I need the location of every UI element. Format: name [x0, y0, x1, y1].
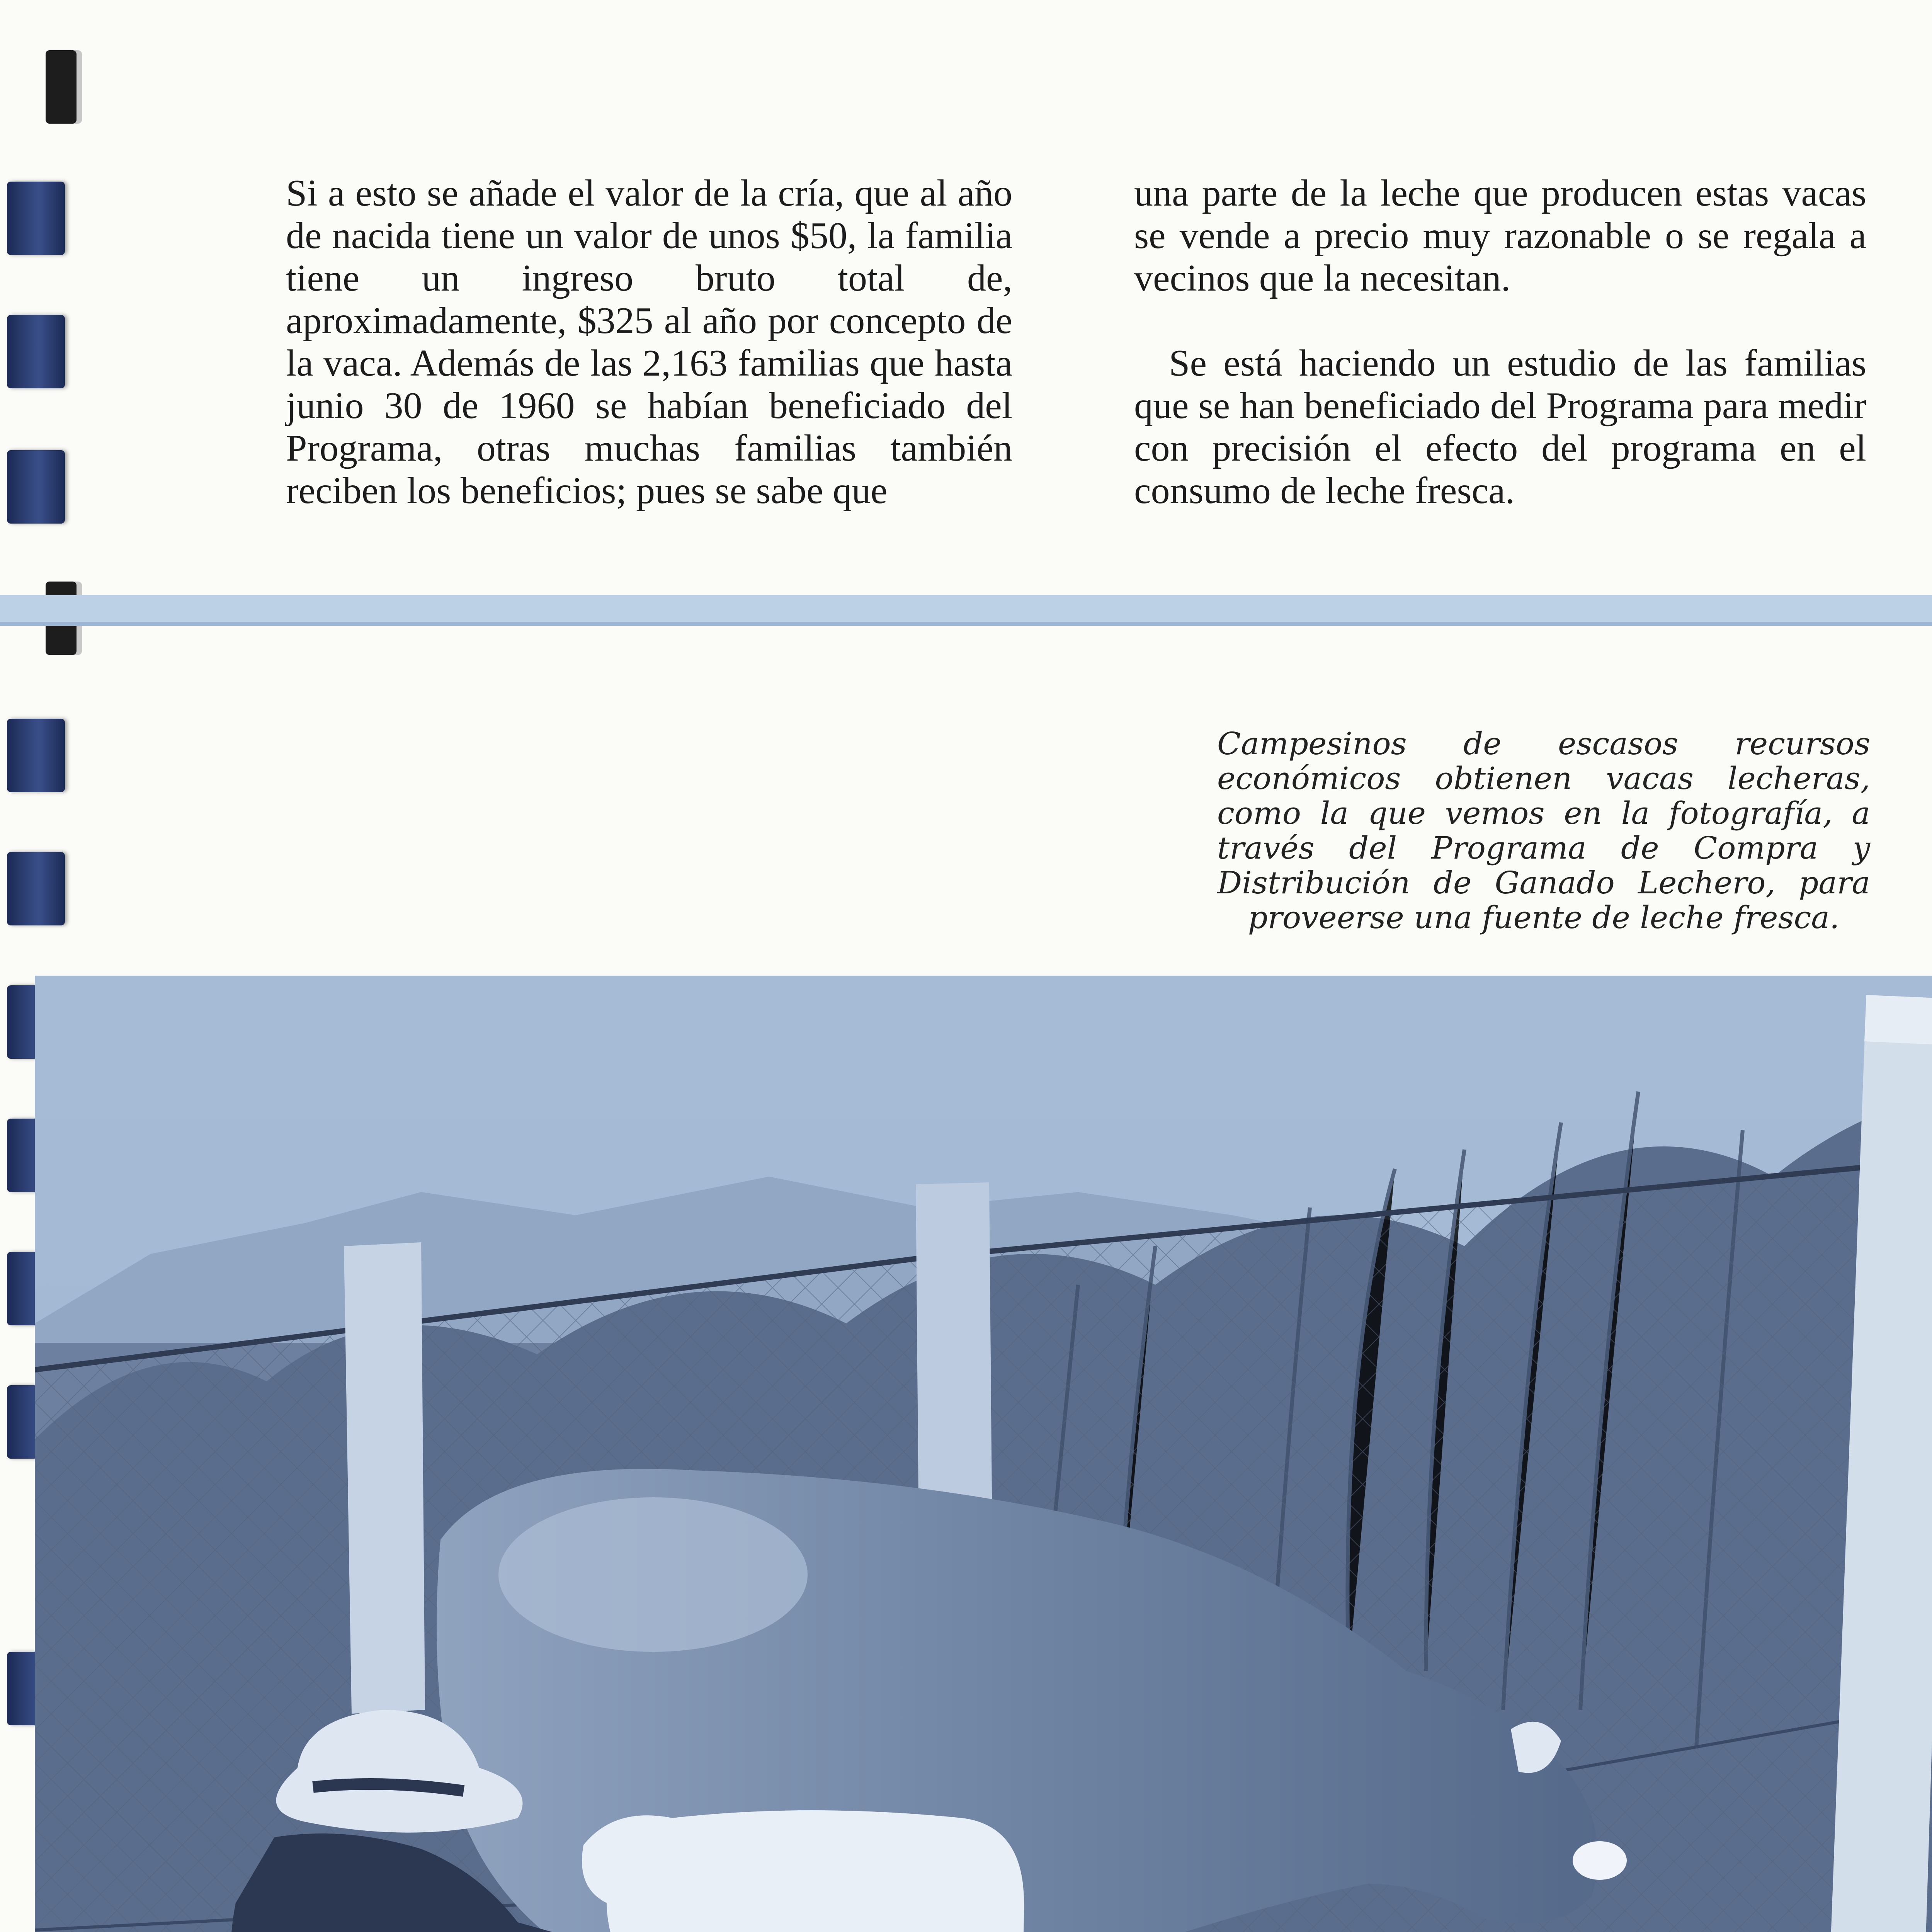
binding-ring — [7, 719, 65, 792]
binding-ring — [7, 450, 65, 524]
photograph-farmer-milking-cow — [35, 976, 1932, 1932]
photo-caption: Campesinos de escasos recursos económicos obtienen vacas lecheras, como la que vemos en la fotografía, a través del Programa de Compra y Distribución de Ganado Lechero, para proveerse una fuente de leche fresca. — [1217, 726, 1870, 935]
right-paragraph-2: Se está haciendo un estudio de las familias que se han beneficiado del Programa para medir con precisión el efecto del programa en el consumo de leche fresca. — [1134, 342, 1866, 512]
decorative-band — [0, 595, 1932, 626]
binding-ring — [7, 182, 65, 255]
left-paragraph: Si a esto se añade el valor de la cría, que al año de nacida tiene un valor de unos $50, la familia tiene un ingreso bruto total de, aproximadamente, $325 al año por concepto de la vaca. Además de las 2,163 familias que hasta junio 30 de 1960 se habían beneficiado del Programa, otras muchas familias también reciben los beneficios; pues se sabe que — [286, 172, 1012, 512]
binding-ring — [7, 315, 65, 388]
right-paragraph-1: una parte de la leche que producen estas vacas se vende a precio muy razonable o se regala a vecinos que la necesitan. — [1134, 172, 1866, 299]
binding-ring — [7, 852, 65, 925]
decorative-band-rule — [0, 622, 1932, 626]
left-text-column — [286, 172, 1012, 554]
binding-ring — [46, 50, 77, 124]
right-text-column — [1134, 172, 1866, 554]
